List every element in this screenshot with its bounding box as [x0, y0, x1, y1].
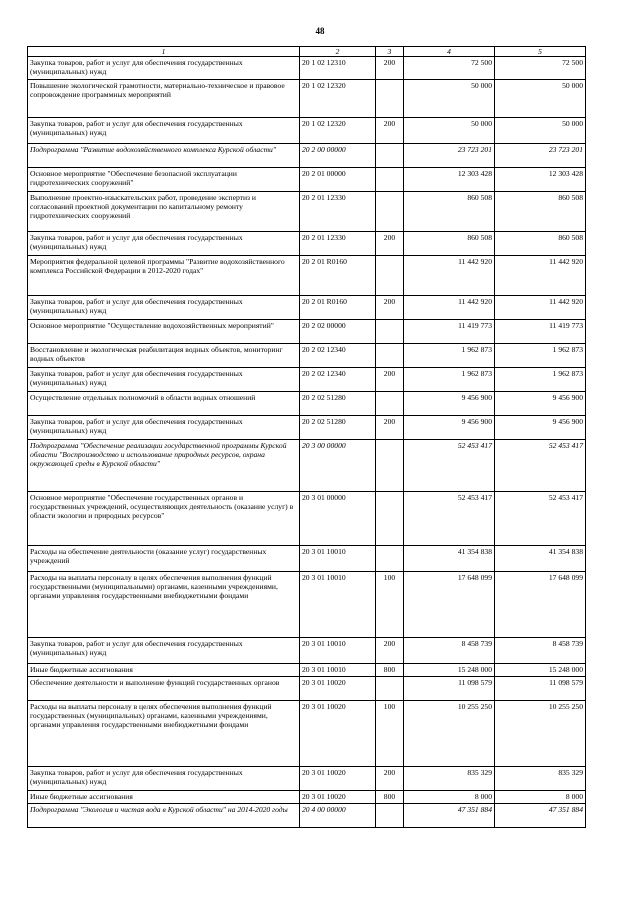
row-name-cell: Закупка товаров, работ и услуг для обеспечения государственных (муниципальных) нужд: [28, 231, 300, 255]
row-value-cell: 52 453 417: [404, 439, 495, 491]
table-header-row: [28, 47, 586, 57]
row-type-cell: 200: [376, 231, 404, 255]
row-value-cell: 17 648 099: [495, 571, 586, 637]
row-value-cell: 8 000: [495, 790, 586, 803]
row-type-cell: [376, 343, 404, 367]
row-name-cell: Закупка товаров, работ и услуг для обеспечения государственных (муниципальных) нужд: [28, 367, 300, 391]
row-value-cell: 52 453 417: [404, 491, 495, 545]
row-value-cell: 23 723 201: [404, 143, 495, 167]
row-value-cell: 47 351 884: [495, 804, 586, 828]
row-name-cell: Расходы на обеспечение деятельности (оказание услуг) государственных учреждений: [28, 545, 300, 571]
row-name-cell: Закупка товаров, работ и услуг для обеспечения государственных (муниципальных) нужд: [28, 117, 300, 143]
table-row: [28, 790, 586, 803]
table-row: [28, 255, 586, 295]
row-value-cell: 41 354 838: [495, 545, 586, 571]
table-row: [28, 415, 586, 439]
row-type-cell: 100: [376, 700, 404, 766]
table-row: [28, 57, 586, 80]
row-name-cell: Подпрограмма "Обеспечение реализации государственной программы Курской области "Воспроизводство и использование природных ресурсов, охрана окружающей среды в Курской области": [28, 439, 300, 491]
row-name-cell: Закупка товаров, работ и услуг для обеспечения государственных (муниципальных) нужд: [28, 295, 300, 319]
row-value-cell: 50 000: [404, 117, 495, 143]
row-code-cell: 20 2 02 00000: [300, 319, 376, 343]
table-row: [28, 367, 586, 391]
column-header: 2: [300, 47, 376, 57]
row-value-cell: 1 962 873: [495, 343, 586, 367]
row-code-cell: 20 2 02 12340: [300, 367, 376, 391]
row-value-cell: 10 255 250: [495, 700, 586, 766]
row-value-cell: 15 248 000: [404, 663, 495, 676]
row-name-cell: Повышение экологической грамотности, материально-техническое и правовое сопровождение программных мероприятий: [28, 79, 300, 117]
row-value-cell: 12 303 428: [495, 167, 586, 191]
table-row: [28, 676, 586, 700]
row-value-cell: 1 962 873: [495, 367, 586, 391]
row-value-cell: 11 442 920: [495, 255, 586, 295]
table-row: [28, 804, 586, 828]
row-type-cell: [376, 545, 404, 571]
row-code-cell: 20 1 02 12320: [300, 117, 376, 143]
row-code-cell: 20 2 01 R0160: [300, 255, 376, 295]
row-value-cell: 860 508: [404, 231, 495, 255]
table-row: [28, 766, 586, 790]
table-row: [28, 439, 586, 491]
row-type-cell: 200: [376, 367, 404, 391]
row-value-cell: 47 351 884: [404, 804, 495, 828]
table-row: [28, 637, 586, 663]
table-row: [28, 491, 586, 545]
row-type-cell: 200: [376, 415, 404, 439]
row-value-cell: 72 500: [404, 57, 495, 80]
row-name-cell: Подпрограмма "Экология и чистая вода в Курской области" на 2014-2020 годы: [28, 804, 300, 828]
row-name-cell: Закупка товаров, работ и услуг для обеспечения государственных (муниципальных) нужд: [28, 766, 300, 790]
row-value-cell: 11 442 920: [404, 255, 495, 295]
row-value-cell: 835 329: [495, 766, 586, 790]
row-name-cell: Расходы на выплаты персоналу в целях обеспечения выполнения функций государственных (муниципальных) органами, казенными учреждениями, органами управления государственными внебюджетными фондами: [28, 700, 300, 766]
row-code-cell: 20 1 02 12310: [300, 57, 376, 80]
row-value-cell: 835 329: [404, 766, 495, 790]
row-value-cell: 9 456 900: [404, 391, 495, 415]
table-row: [28, 295, 586, 319]
row-type-cell: 200: [376, 117, 404, 143]
row-type-cell: 800: [376, 663, 404, 676]
row-code-cell: 20 2 01 12330: [300, 191, 376, 231]
row-type-cell: 800: [376, 790, 404, 803]
row-code-cell: 20 2 02 51280: [300, 415, 376, 439]
table-row: [28, 191, 586, 231]
row-value-cell: 52 453 417: [495, 491, 586, 545]
row-type-cell: 200: [376, 637, 404, 663]
row-value-cell: 8 458 739: [404, 637, 495, 663]
row-type-cell: [376, 79, 404, 117]
row-type-cell: [376, 167, 404, 191]
row-value-cell: 11 419 773: [404, 319, 495, 343]
row-value-cell: 860 508: [404, 191, 495, 231]
row-code-cell: 20 3 01 10020: [300, 790, 376, 803]
row-value-cell: 15 248 000: [495, 663, 586, 676]
row-code-cell: 20 3 01 10010: [300, 663, 376, 676]
row-name-cell: Иные бюджетные ассигнования: [28, 790, 300, 803]
row-code-cell: 20 3 01 10020: [300, 766, 376, 790]
table-row: [28, 391, 586, 415]
row-code-cell: 20 1 02 12320: [300, 79, 376, 117]
row-value-cell: 860 508: [495, 191, 586, 231]
row-name-cell: Расходы на выплаты персоналу в целях обеспечения выполнения функций государственными (муниципальными) органами, казенными учреждениями, органами управления государственными внебюджетными фондами: [28, 571, 300, 637]
table-row: [28, 700, 586, 766]
row-type-cell: 100: [376, 571, 404, 637]
row-code-cell: 20 3 01 10020: [300, 676, 376, 700]
row-name-cell: Подпрограмма "Развитие водохозяйственного комплекса Курской области": [28, 143, 300, 167]
table-row: [28, 231, 586, 255]
row-code-cell: 20 3 01 10010: [300, 571, 376, 637]
row-code-cell: 20 2 02 51280: [300, 391, 376, 415]
row-name-cell: Восстановление и экологическая реабилитация водных объектов, мониторинг водных объектов: [28, 343, 300, 367]
row-value-cell: 8 458 739: [495, 637, 586, 663]
column-header: 5: [495, 47, 586, 57]
row-value-cell: 12 303 428: [404, 167, 495, 191]
row-value-cell: 1 962 873: [404, 367, 495, 391]
row-value-cell: 11 098 579: [495, 676, 586, 700]
row-value-cell: 10 255 250: [404, 700, 495, 766]
page-number: 48: [315, 26, 325, 36]
row-type-cell: [376, 491, 404, 545]
row-name-cell: Выполнение проектно-изыскательских работ, проведение экспертиз и согласований проектной документации по капитальному ремонту гидротехнических сооружений: [28, 191, 300, 231]
row-value-cell: 72 500: [495, 57, 586, 80]
table-row: [28, 117, 586, 143]
row-code-cell: 20 4 00 00000: [300, 804, 376, 828]
column-header: 4: [404, 47, 495, 57]
row-code-cell: 20 3 00 00000: [300, 439, 376, 491]
row-type-cell: [376, 143, 404, 167]
row-name-cell: Основное мероприятие "Обеспечение безопасной эксплуатации гидротехнических сооружений": [28, 167, 300, 191]
row-value-cell: 11 442 920: [495, 295, 586, 319]
row-type-cell: [376, 191, 404, 231]
row-code-cell: 20 2 01 12330: [300, 231, 376, 255]
row-value-cell: 860 508: [495, 231, 586, 255]
row-name-cell: Обеспечение деятельности и выполнение функций государственных органов: [28, 676, 300, 700]
column-header: 3: [376, 47, 404, 57]
row-name-cell: Закупка товаров, работ и услуг для обеспечения государственных (муниципальных) нужд: [28, 637, 300, 663]
row-value-cell: 41 354 838: [404, 545, 495, 571]
table-row: [28, 319, 586, 343]
row-code-cell: 20 3 01 10010: [300, 637, 376, 663]
table-row: [28, 343, 586, 367]
row-name-cell: Мероприятия федеральной целевой программы "Развитие водохозяйственного комплекса Российской Федерации в 2012-2020 годах": [28, 255, 300, 295]
row-code-cell: 20 2 00 00000: [300, 143, 376, 167]
table-row: [28, 143, 586, 167]
row-name-cell: Закупка товаров, работ и услуг для обеспечения государственных (муниципальных) нужд: [28, 57, 300, 80]
row-type-cell: 200: [376, 766, 404, 790]
row-value-cell: 8 000: [404, 790, 495, 803]
row-type-cell: [376, 391, 404, 415]
row-type-cell: [376, 676, 404, 700]
row-name-cell: Основное мероприятие "Обеспечение государственных органов и государственных учреждений, осуществляющих деятельность (оказание услуг) в области экологии и природных ресурсов": [28, 491, 300, 545]
row-code-cell: 20 3 01 00000: [300, 491, 376, 545]
row-value-cell: 52 453 417: [495, 439, 586, 491]
column-header: 1: [28, 47, 300, 57]
table-row: [28, 545, 586, 571]
row-name-cell: Закупка товаров, работ и услуг для обеспечения государственных (муниципальных) нужд: [28, 415, 300, 439]
row-code-cell: 20 2 02 12340: [300, 343, 376, 367]
row-value-cell: 11 419 773: [495, 319, 586, 343]
row-type-cell: 200: [376, 295, 404, 319]
row-type-cell: [376, 439, 404, 491]
row-type-cell: [376, 319, 404, 343]
row-type-cell: [376, 804, 404, 828]
table-row: [28, 663, 586, 676]
row-value-cell: 50 000: [495, 79, 586, 117]
row-value-cell: 50 000: [495, 117, 586, 143]
row-value-cell: 1 962 873: [404, 343, 495, 367]
row-value-cell: 9 456 900: [495, 391, 586, 415]
row-type-cell: [376, 255, 404, 295]
row-value-cell: 11 098 579: [404, 676, 495, 700]
row-code-cell: 20 2 01 00000: [300, 167, 376, 191]
row-value-cell: 9 456 900: [495, 415, 586, 439]
row-name-cell: Иные бюджетные ассигнования: [28, 663, 300, 676]
row-name-cell: Основное мероприятие "Осуществление водохозяйственных мероприятий": [28, 319, 300, 343]
row-name-cell: Осуществление отдельных полномочий в области водных отношений: [28, 391, 300, 415]
row-code-cell: 20 3 01 10020: [300, 700, 376, 766]
row-value-cell: 9 456 900: [404, 415, 495, 439]
table-row: [28, 79, 586, 117]
row-code-cell: 20 2 01 R0160: [300, 295, 376, 319]
row-value-cell: 17 648 099: [404, 571, 495, 637]
row-value-cell: 50 000: [404, 79, 495, 117]
row-code-cell: 20 3 01 10010: [300, 545, 376, 571]
row-value-cell: 23 723 201: [495, 143, 586, 167]
table-row: [28, 571, 586, 637]
table-row: [28, 167, 586, 191]
row-type-cell: 200: [376, 57, 404, 80]
row-value-cell: 11 442 920: [404, 295, 495, 319]
budget-table: [27, 46, 586, 828]
